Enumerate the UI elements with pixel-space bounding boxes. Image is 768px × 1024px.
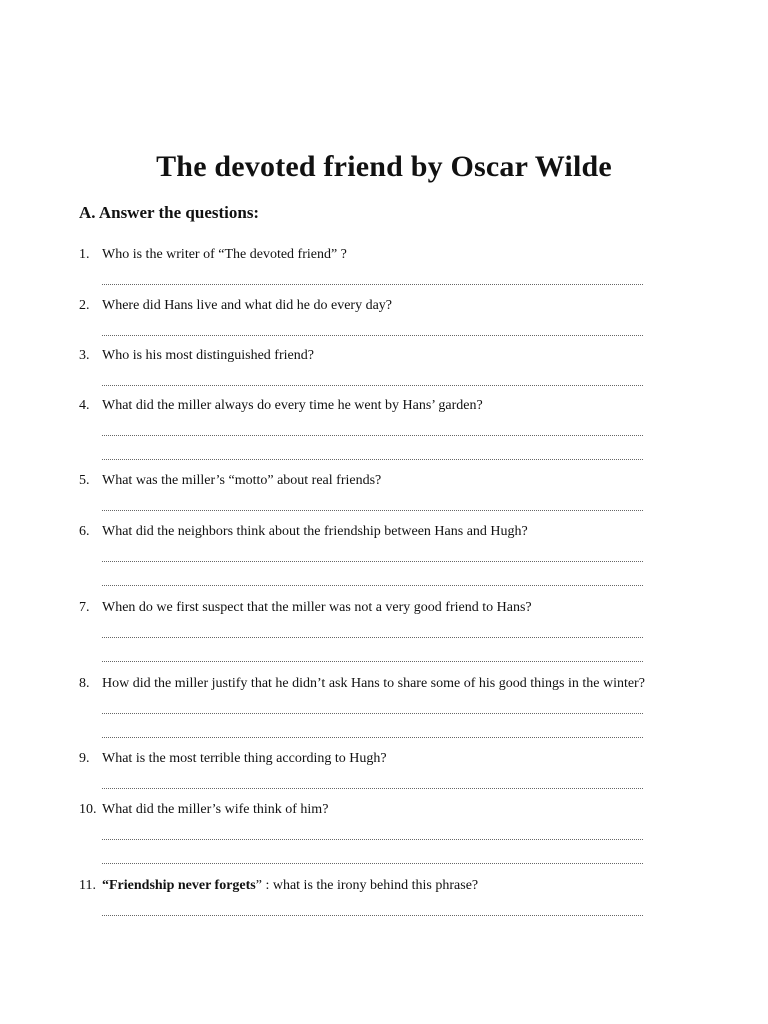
answer-line[interactable] bbox=[102, 737, 643, 738]
question-text bbox=[102, 472, 381, 490]
question-number: 6. bbox=[79, 524, 90, 539]
question-row bbox=[0, 750, 768, 768]
question-text-body: ” : what is the irony behind this phrase? bbox=[255, 878, 479, 893]
question-text-body: What did the miller always do every time he went by Hans’ garden? bbox=[102, 398, 483, 413]
question-text bbox=[102, 675, 645, 693]
question-text-body: When do we first suspect that the miller was not a very good friend to Hans? bbox=[102, 600, 532, 615]
question-text-body: Where did Hans live and what did he do every day? bbox=[102, 298, 393, 313]
answer-line[interactable] bbox=[102, 915, 643, 916]
question-text-body: What did the neighbors think about the friendship between Hans and Hugh? bbox=[102, 524, 528, 539]
question-text-body: What did the miller’s wife think of him? bbox=[102, 802, 329, 817]
question-number: 7. bbox=[79, 600, 90, 615]
answer-line[interactable] bbox=[102, 863, 643, 864]
answer-line[interactable] bbox=[102, 839, 643, 840]
question-item bbox=[0, 750, 768, 768]
question-item bbox=[0, 877, 768, 895]
question-number: 8. bbox=[79, 676, 90, 691]
answer-line[interactable] bbox=[102, 637, 643, 638]
question-text bbox=[102, 801, 328, 819]
answer-line[interactable] bbox=[102, 788, 643, 789]
question-row bbox=[0, 347, 768, 365]
question-number: 4. bbox=[79, 398, 90, 413]
question-row bbox=[0, 472, 768, 490]
question-item bbox=[0, 347, 768, 365]
question-row bbox=[0, 397, 768, 415]
answer-line[interactable] bbox=[102, 335, 643, 336]
question-item bbox=[0, 801, 768, 819]
question-text-body: Who is his most distinguished friend? bbox=[102, 348, 314, 363]
question-item bbox=[0, 675, 768, 693]
answer-line[interactable] bbox=[102, 385, 643, 386]
question-number: 5. bbox=[79, 473, 90, 488]
question-text-body: Who is the writer of “The devoted friend” ? bbox=[102, 247, 347, 262]
question-row bbox=[0, 675, 768, 693]
question-row bbox=[0, 801, 768, 819]
question-number: 3. bbox=[79, 348, 90, 363]
question-text bbox=[102, 599, 532, 617]
answer-line[interactable] bbox=[102, 713, 643, 714]
question-row bbox=[0, 297, 768, 315]
question-item bbox=[0, 523, 768, 541]
question-text bbox=[102, 246, 347, 264]
section-heading: A. Answer the questions: bbox=[79, 203, 260, 222]
question-number: 9. bbox=[79, 751, 90, 766]
question-row bbox=[0, 599, 768, 617]
answer-line[interactable] bbox=[102, 585, 643, 586]
question-number: 10. bbox=[79, 802, 97, 817]
answer-line[interactable] bbox=[102, 510, 643, 511]
question-number: 11. bbox=[79, 878, 96, 893]
page-title: The devoted friend by Oscar Wilde bbox=[156, 150, 612, 183]
answer-line[interactable] bbox=[102, 284, 643, 285]
question-text-body: What was the miller’s “motto” about real friends? bbox=[102, 473, 382, 488]
question-text bbox=[102, 347, 314, 365]
question-item bbox=[0, 599, 768, 617]
question-text bbox=[102, 750, 387, 768]
question-text bbox=[102, 397, 483, 415]
question-row bbox=[0, 523, 768, 541]
question-text-body: How did the miller justify that he didn’t ask Hans to share some of his good things in the winter? bbox=[102, 676, 645, 691]
question-row bbox=[0, 877, 768, 895]
answer-line[interactable] bbox=[102, 661, 643, 662]
question-number: 1. bbox=[79, 247, 90, 262]
answer-line[interactable] bbox=[102, 435, 643, 436]
question-item bbox=[0, 297, 768, 315]
question-text bbox=[102, 297, 392, 315]
question-item bbox=[0, 472, 768, 490]
question-item bbox=[0, 246, 768, 264]
question-bold-phrase: “Friendship never forgets bbox=[102, 878, 256, 893]
question-number: 2. bbox=[79, 298, 90, 313]
question-row bbox=[0, 246, 768, 264]
question-text bbox=[102, 877, 478, 895]
question-item bbox=[0, 397, 768, 415]
question-text-body: What is the most terrible thing according to Hugh? bbox=[102, 751, 387, 766]
question-text bbox=[102, 523, 528, 541]
answer-line[interactable] bbox=[102, 459, 643, 460]
answer-line[interactable] bbox=[102, 561, 643, 562]
